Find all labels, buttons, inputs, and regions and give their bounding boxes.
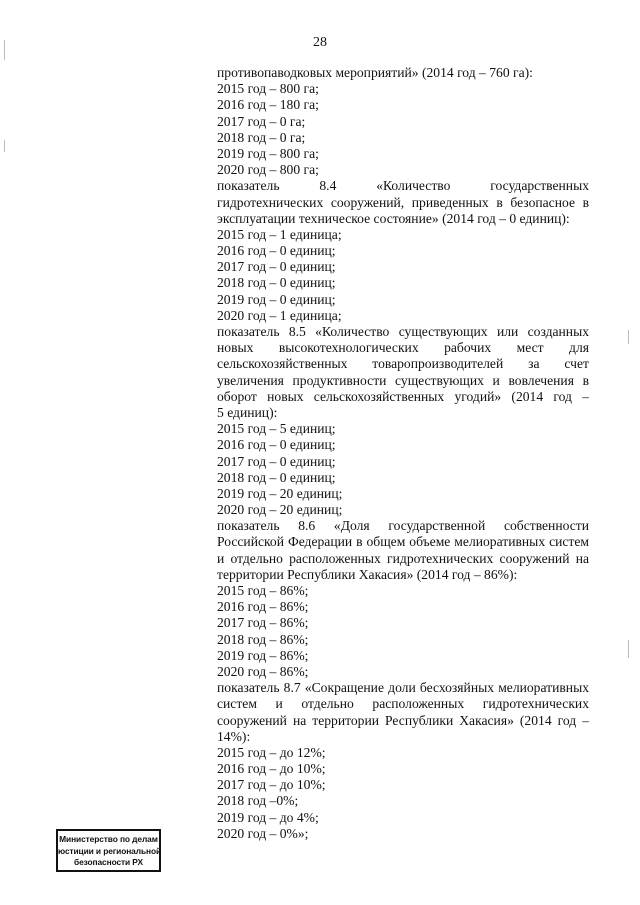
text-line: 2018 год – 0 га; <box>217 129 306 145</box>
text-line: 2017 год – 86%; <box>217 615 309 631</box>
text-line: 2016 год – 180 га; <box>217 97 319 113</box>
text-line: 2016 год – 0 единиц; <box>217 437 336 453</box>
text-line: 2015 год – до 12%; <box>217 744 326 760</box>
scan-margin-mark <box>4 40 5 60</box>
text-line: 2015 год – 5 единиц; <box>217 421 336 437</box>
text-line: 2015 год – 1 единица; <box>217 226 342 242</box>
scan-margin-mark <box>628 330 629 344</box>
text-line: 2020 год – 800 га; <box>217 162 319 178</box>
text-line: сооружений на территории Республики Хакасия» (2014 год – <box>217 712 589 728</box>
text-line: 2019 год – 20 единиц; <box>217 485 343 501</box>
text-line: показатель 8.5 «Количество существующих или созданных <box>217 324 589 339</box>
scan-margin-mark <box>4 140 5 152</box>
scan-margin-mark <box>628 640 629 658</box>
text-line: 2018 год – 0 единиц; <box>217 469 336 485</box>
stamp-line: юстиции и региональной <box>58 845 162 856</box>
text-line: показатель 8.7 «Сокращение доли бесхозяйных мелиоративных <box>217 680 589 696</box>
text-line: 2020 год – 1 единица; <box>217 307 342 323</box>
text-line: 2019 год – 0 единиц; <box>217 291 336 307</box>
text-line: 2016 год – 0 единиц; <box>217 243 336 259</box>
text-line: 2017 год – 0 единиц; <box>217 453 336 469</box>
text-line: 2017 год – до 10%; <box>217 777 326 793</box>
text-line: 2018 год – 0 единиц; <box>217 275 336 291</box>
text-line: 2019 год – до 4%; <box>217 809 319 825</box>
text-line: 2019 год – 86%; <box>217 647 309 663</box>
text-line: сельскохозяйственных товаропроизводителей за счет <box>217 356 589 372</box>
text-line: гидротехнических сооружений, приведенных в безопасное в <box>217 194 589 210</box>
text-line: 2018 год – 86%; <box>217 631 309 647</box>
stamp-line: безопасности РХ <box>74 857 143 867</box>
text-line: увеличения продуктивности существующих и вовлечения в <box>217 372 589 388</box>
text-line: 2016 год – 86%; <box>217 599 309 615</box>
page-number: 28 <box>313 35 327 50</box>
text-line: 2020 год – 20 единиц; <box>217 502 343 518</box>
text-line: 2016 год – до 10%; <box>217 761 326 777</box>
text-line: 2017 год – 0 единиц; <box>217 259 336 275</box>
text-line: эксплуатации техническое состояние» (2014 год – 0 единиц): <box>217 210 570 226</box>
text-line: систем и отдельно расположенных гидротехнических <box>217 696 589 712</box>
text-line: показатель 8.4 «Количество государственных <box>217 178 589 194</box>
text-line: 2020 год – 86%; <box>217 663 309 679</box>
document-body <box>217 65 589 842</box>
text-line: Российской Федерации в общем объеме мелиоративных систем <box>217 534 589 550</box>
text-line: 2015 год – 800 га; <box>217 81 319 97</box>
text-line: 14%): <box>217 728 251 744</box>
text-line: новых высокотехнологических рабочих мест для <box>217 340 589 356</box>
text-line: 2020 год – 0%»; <box>217 825 309 841</box>
text-line: 2015 год – 86%; <box>217 583 309 598</box>
text-line: и отдельно расположенных гидротехнических сооружений на <box>217 550 589 566</box>
text-line: 2019 год – 800 га; <box>217 145 319 161</box>
stamp-line: Министерство по делам <box>59 834 158 844</box>
text-line: 5 единиц): <box>217 404 278 420</box>
text-line: территории Республики Хакасия» (2014 год – 86%): <box>217 566 518 582</box>
text-line: оборот новых сельскохозяйственных угодий» (2014 год – <box>217 388 589 404</box>
registration-stamp <box>56 829 161 872</box>
text-line: 2018 год –0%; <box>217 793 299 809</box>
text-line: противопаводковых мероприятий» (2014 год – 760 га): <box>217 65 533 80</box>
text-line: показатель 8.6 «Доля государственной собственности <box>217 518 589 534</box>
text-line: 2017 год – 0 га; <box>217 113 306 129</box>
